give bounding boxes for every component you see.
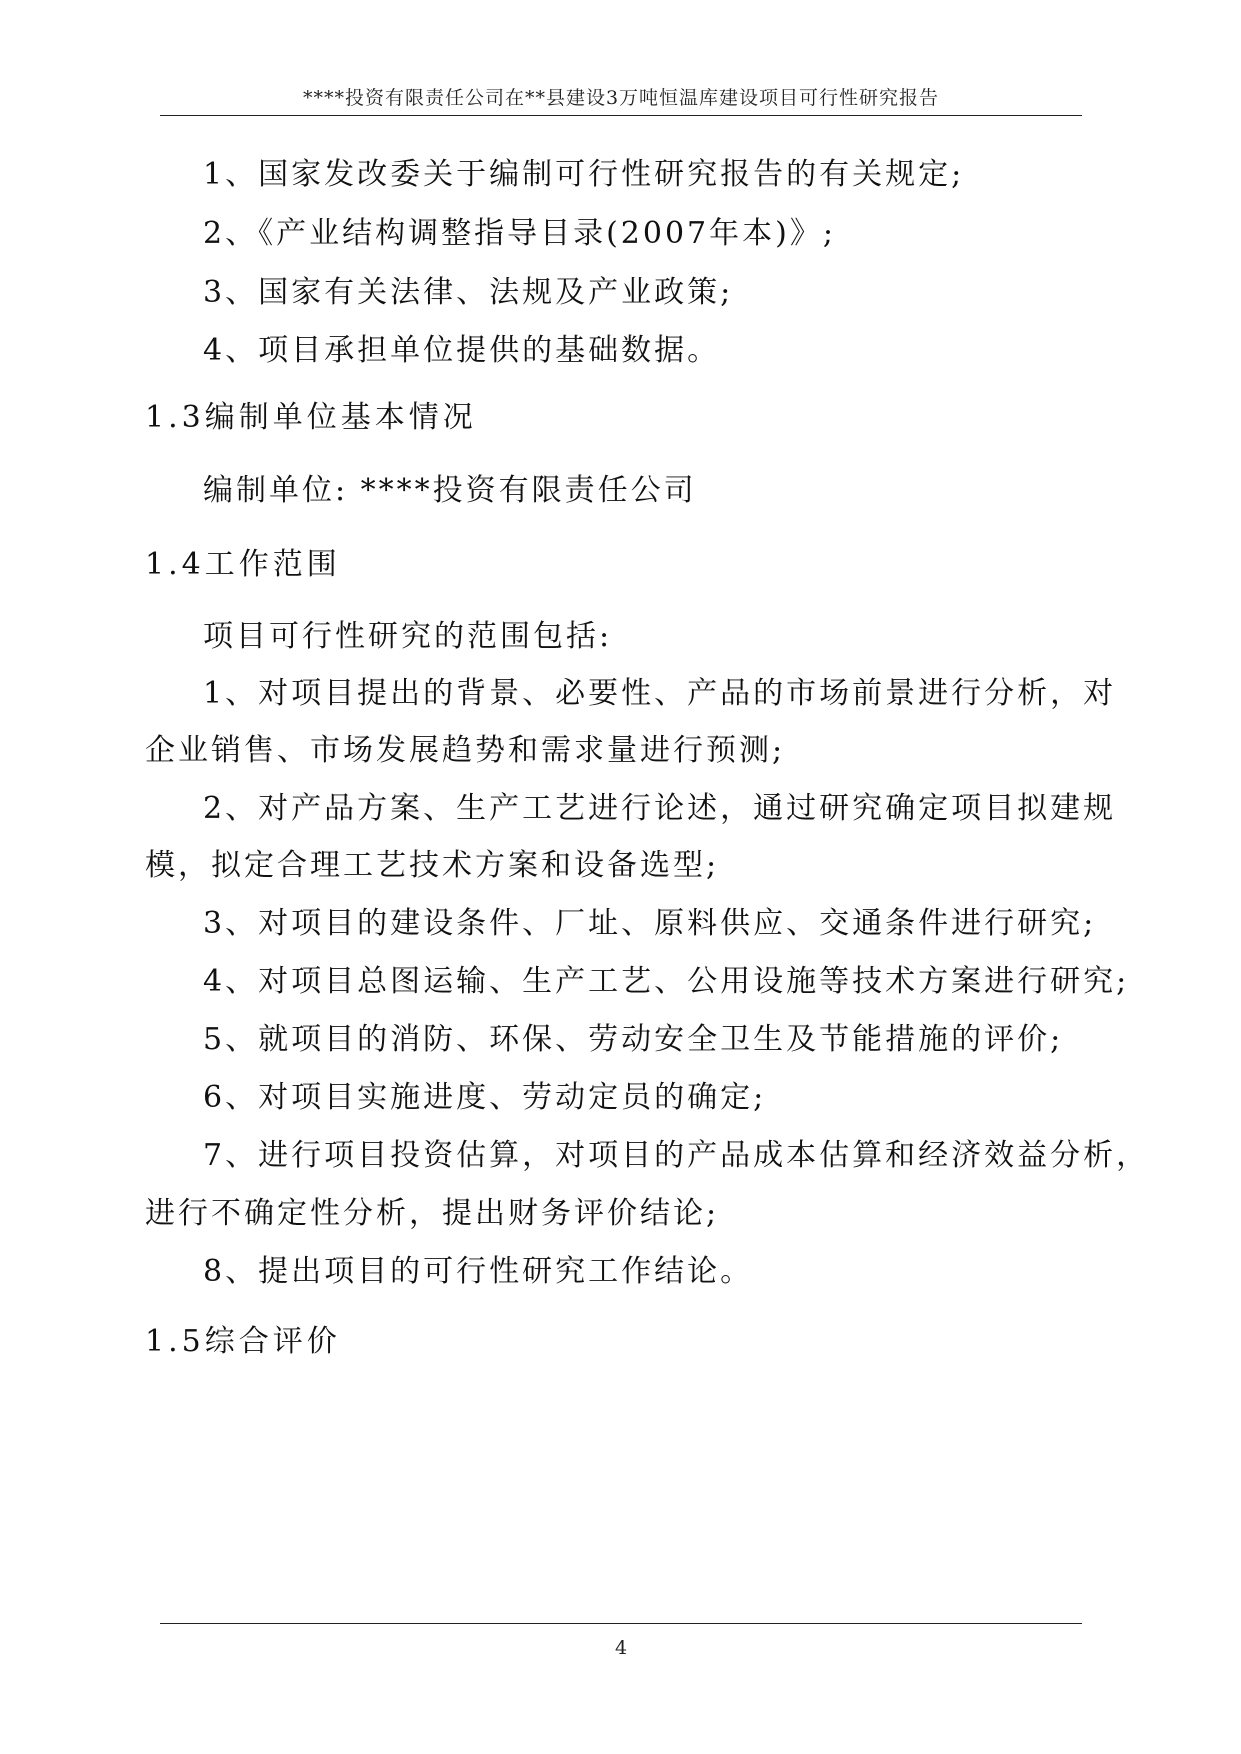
scope-intro: 项目可行性研究的范围包括:	[203, 619, 613, 654]
scope-item-2-line-1: 2、对产品方案、生产工艺进行论述，通过研究确定项目拟建规	[203, 791, 1117, 826]
page-number: 4	[614, 1637, 628, 1659]
scope-item-6: 6、对项目实施进度、劳动定员的确定;	[203, 1080, 767, 1115]
basis-item-1: 1、国家发改委关于编制可行性研究报告的有关规定;	[203, 157, 965, 192]
scope-item-4: 4、对项目总图运输、生产工艺、公用设施等技术方案进行研究;	[203, 964, 1130, 999]
section-heading-1-3: 1.3编制单位基本情况	[145, 400, 477, 435]
compiler-unit-line: 编制单位: ****投资有限责任公司	[203, 473, 697, 508]
scope-item-7-line-1: 7、进行项目投资估算，对项目的产品成本估算和经济效益分析，	[203, 1138, 1150, 1173]
scope-item-7-line-2: 进行不确定性分析，提出财务评价结论;	[145, 1196, 720, 1231]
basis-item-4: 4、项目承担单位提供的基础数据。	[203, 333, 721, 368]
scope-item-5: 5、就项目的消防、环保、劳动安全卫生及节能措施的评价;	[203, 1022, 1064, 1057]
scope-item-1-line-1: 1、对项目提出的背景、必要性、产品的市场前景进行分析，对	[203, 676, 1117, 711]
footer-rule	[160, 1623, 1082, 1624]
page-header: ****投资有限责任公司在**县建设3万吨恒温库建设项目可行性研究报告	[302, 87, 940, 109]
scope-item-3: 3、对项目的建设条件、厂址、原料供应、交通条件进行研究;	[203, 906, 1097, 941]
scope-item-2-line-2: 模，拟定合理工艺技术方案和设备选型;	[145, 848, 720, 883]
scope-item-8: 8、提出项目的可行性研究工作结论。	[203, 1254, 754, 1289]
scope-item-1-line-2: 企业销售、市场发展趋势和需求量进行预测;	[145, 733, 786, 768]
basis-item-2: 2、《产业结构调整指导目录(2007年本)》;	[203, 216, 836, 251]
basis-item-3: 3、国家有关法律、法规及产业政策;	[203, 275, 734, 310]
section-heading-1-4: 1.4工作范围	[145, 547, 341, 582]
section-heading-1-5: 1.5综合评价	[145, 1324, 341, 1359]
header-rule	[160, 115, 1082, 116]
